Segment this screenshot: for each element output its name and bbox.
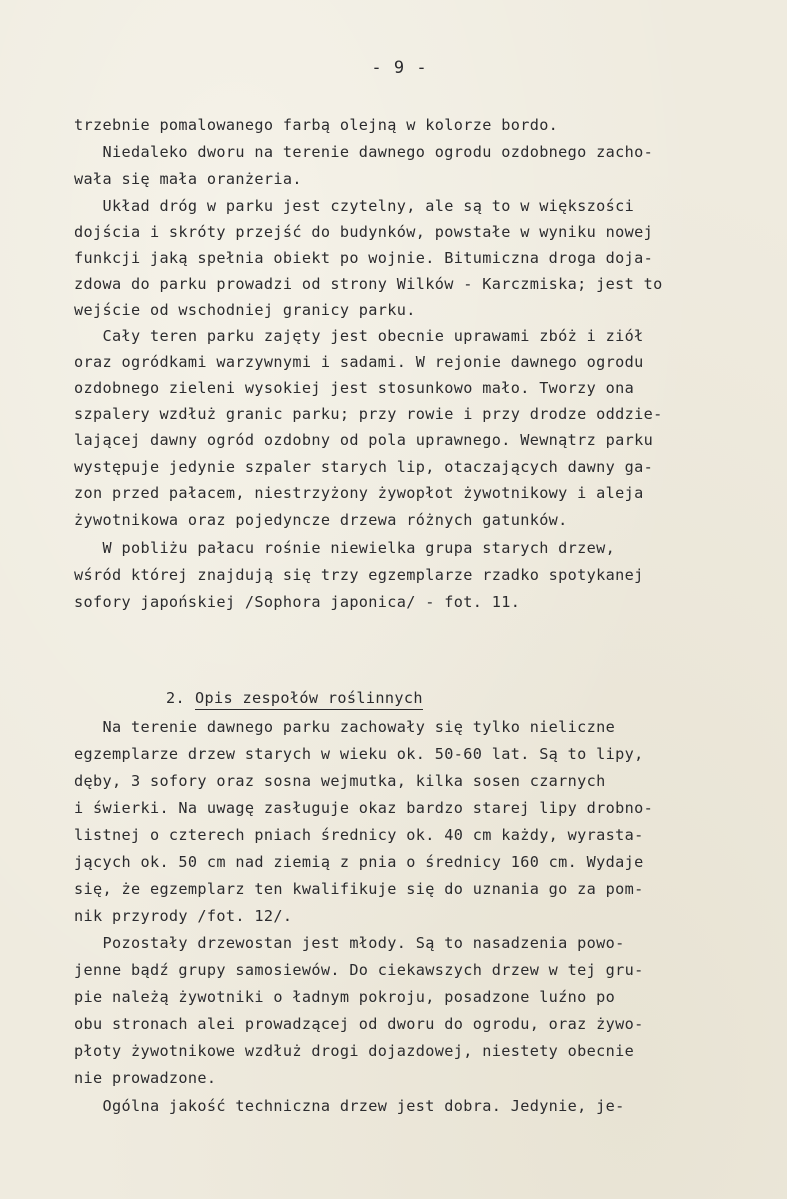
text-line: egzemplarze drzew starych w wieku ok. 50-60 lat. Są to lipy, [74, 745, 644, 763]
text-line: żywotnikowa oraz pojedyncze drzewa różnych gatunków. [74, 511, 568, 529]
text-line: listnej o czterech pniach średnicy ok. 40 cm każdy, wyrasta- [74, 826, 644, 844]
text-line: Ogólna jakość techniczna drzew jest dobra. Jedynie, je- [74, 1097, 625, 1115]
text-line: dęby, 3 sofory oraz sosna wejmutka, kilka sosen czarnych [74, 772, 606, 790]
text-line: ozdobnego zieleni wysokiej jest stosunkowo mało. Tworzy ona [74, 379, 635, 397]
text-line: wała się mała oranżeria. [74, 170, 302, 188]
text-line: płoty żywotnikowe wzdłuż drogi dojazdowej, niestety obecnie [74, 1042, 635, 1060]
text-line: dojścia i skróty przejść do budynków, powstałe w wyniku nowej [74, 223, 654, 241]
text-line: Układ dróg w parku jest czytelny, ale są to w większości [74, 197, 635, 215]
text-line: szpalery wzdłuż granic parku; przy rowie i przy drodze oddzie- [74, 405, 663, 423]
text-line: i świerki. Na uwagę zasługuje okaz bardzo starej lipy drobno- [74, 799, 654, 817]
text-line: się, że egzemplarz ten kwalifikuje się do uznania go za pom- [74, 880, 644, 898]
page-number: - 9 - [371, 58, 428, 78]
text-line: obu stronach alei prowadzącej od dworu do ogrodu, oraz żywo- [74, 1015, 644, 1033]
text-line: zon przed pałacem, niestrzyżony żywopłot żywotnikowy i aleja [74, 484, 644, 502]
section-number: 2. [165, 689, 185, 707]
text-line: jenne bądź grupy samosiewów. Do ciekawszych drzew w tej gru- [74, 961, 644, 979]
text-line: lającej dawny ogród ozdobny od pola uprawnego. Wewnątrz parku [74, 431, 654, 449]
text-line: występuje jedynie szpaler starych lip, otaczających dawny ga- [74, 458, 654, 476]
text-line: Pozostały drzewostan jest młody. Są to nasadzenia powo- [74, 934, 625, 952]
text-line: jących ok. 50 cm nad ziemią z pnia o średnicy 160 cm. Wydaje [74, 853, 644, 871]
text-line: wejście od wschodniej granicy parku. [74, 301, 416, 319]
text-line: Cały teren parku zajęty jest obecnie uprawami zbóż i ziół [74, 327, 644, 345]
text-line: Na terenie dawnego parku zachowały się tylko nieliczne [74, 718, 616, 736]
section-title: Opis zespołów roślinnych [195, 689, 423, 710]
text-line: W pobliżu pałacu rośnie niewielka grupa starych drzew, [74, 539, 616, 557]
text-line: zdowa do parku prowadzi od strony Wilków - Karczmiska; jest to [74, 275, 663, 293]
text-line: nik przyrody /fot. 12/. [74, 907, 293, 925]
text-line: nie prowadzone. [74, 1069, 217, 1087]
text-line: oraz ogródkami warzywnymi i sadami. W rejonie dawnego ogrodu [74, 353, 644, 371]
text-line: Niedaleko dworu na terenie dawnego ogrodu ozdobnego zacho- [74, 143, 654, 161]
text-line: pie należą żywotniki o ładnym pokroju, posadzone luźno po [74, 988, 616, 1006]
text-line: funkcji jaką spełnia obiekt po wojnie. Bitumiczna droga doja- [74, 249, 654, 267]
text-line: wśród której znajdują się trzy egzemplarze rzadko spotykanej [74, 566, 644, 584]
text-line: sofory japońskiej /Sophora japonica/ - fot. 11. [74, 593, 521, 611]
text-line: trzebnie pomalowanego farbą olejną w kolorze bordo. [74, 116, 559, 134]
